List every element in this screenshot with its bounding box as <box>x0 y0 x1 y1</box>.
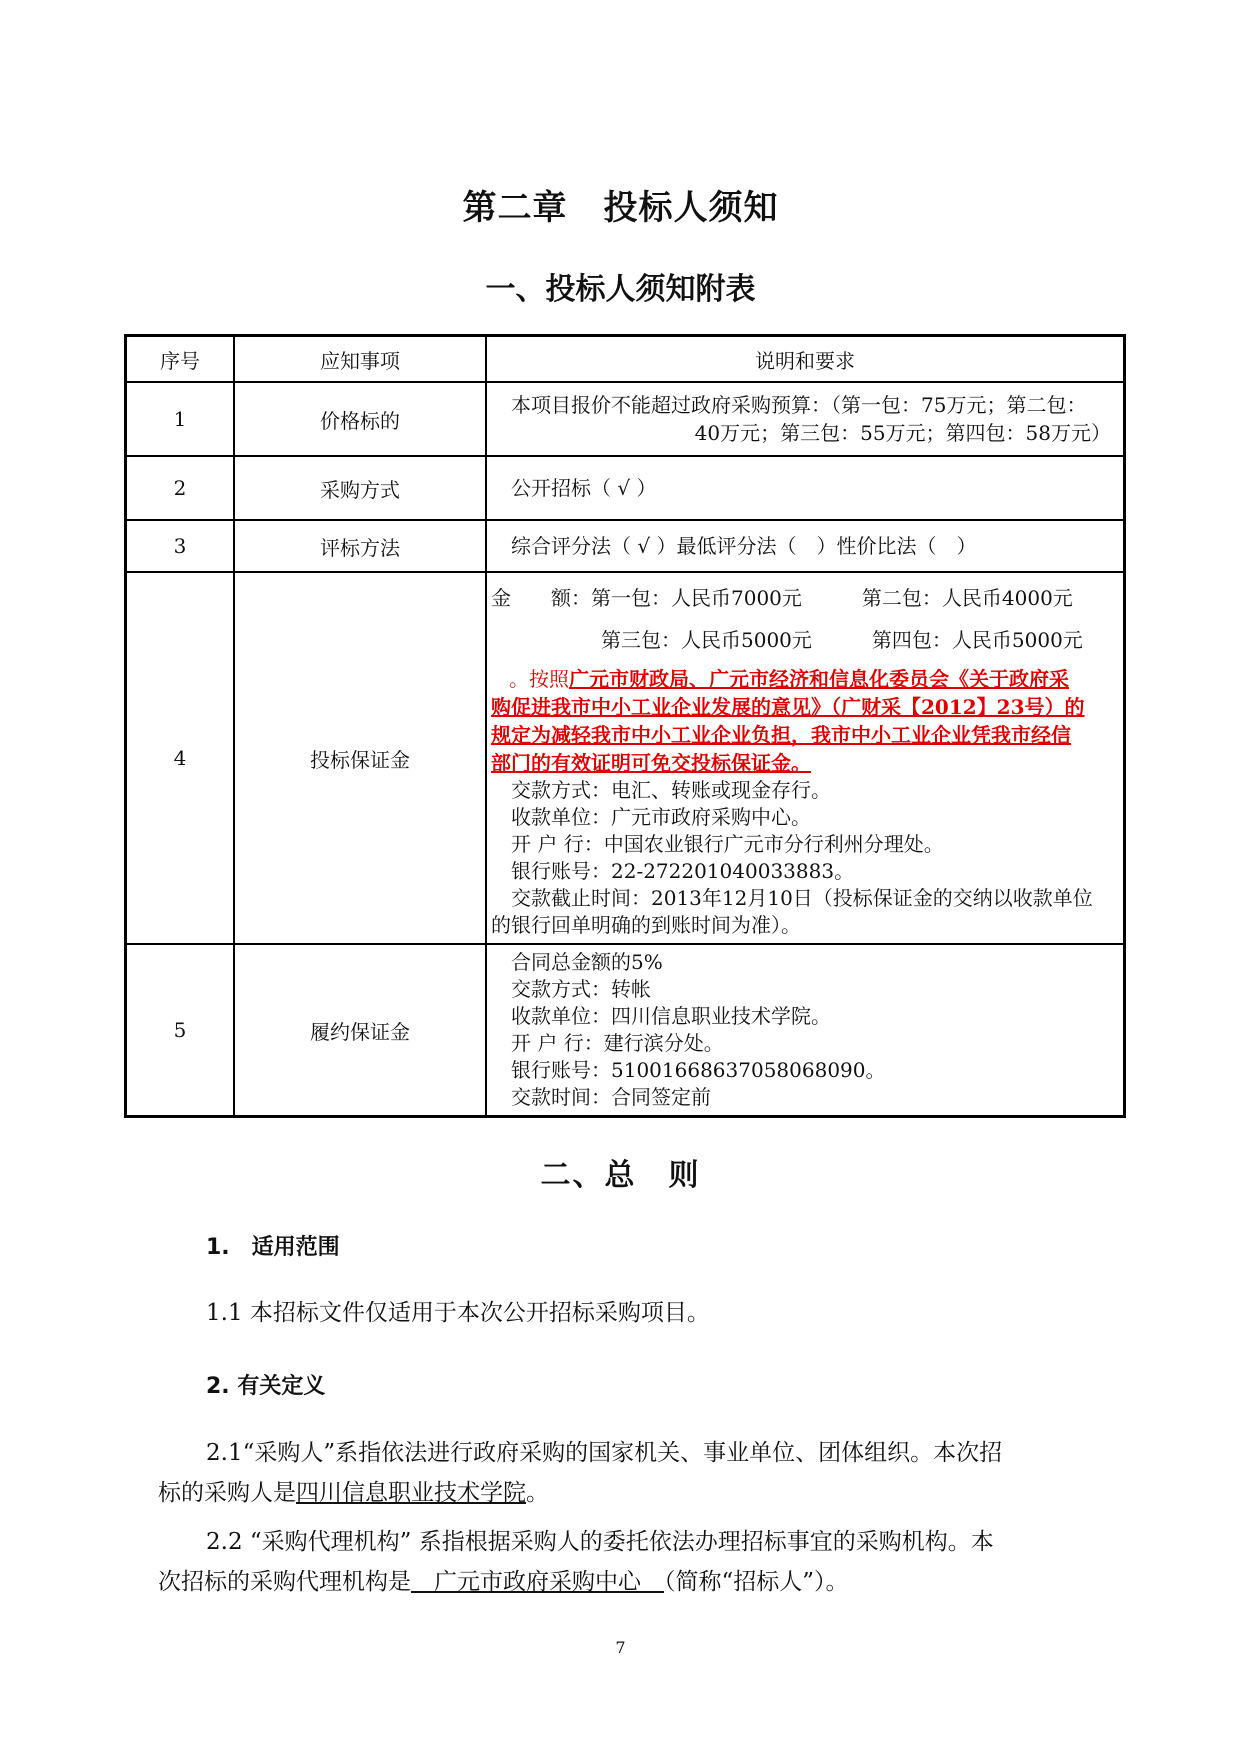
text: 标的采购人是 <box>158 1480 296 1506</box>
sme-exemption-notice <box>487 661 1123 777</box>
paragraph-2-2-cont <box>158 1562 849 1602</box>
desc-line: 公开招标（ √ ） <box>511 476 657 500</box>
desc-line: 开 户 行：中国农业银行广元市分行利州分理处。 <box>511 832 944 856</box>
row-desc <box>486 520 1125 572</box>
row-item: 投标保证金 <box>234 572 486 944</box>
row-no: 3 <box>126 520 235 572</box>
deposit-details <box>487 777 1123 939</box>
desc-line: 银行账号：22-272201040033883。 <box>511 859 855 883</box>
heading-scope: 1. 适用范围 <box>206 1235 340 1260</box>
paragraph-2-1-cont <box>158 1473 549 1513</box>
desc-line: 收款单位：广元市政府采购中心。 <box>511 805 811 829</box>
table-row <box>126 382 1125 456</box>
purchaser-name: 四川信息职业技术学院 <box>296 1480 526 1506</box>
desc-line: 40万元；第三包：55万元；第四包：58万元） <box>694 421 1111 445</box>
row-no: 2 <box>126 456 235 520</box>
paragraph-1-1: 1.1 本招标文件仅适用于本次公开招标采购项目。 <box>206 1300 710 1326</box>
desc-line: 银行账号：51001668637058068090。 <box>511 1058 886 1082</box>
performance-bond-details <box>487 949 1123 1111</box>
row-item: 评标方法 <box>234 520 486 572</box>
table-row <box>126 520 1125 572</box>
desc-line: 本项目报价不能超过政府采购预算：（第一包：75万元；第二包： <box>511 393 1087 417</box>
section-title-general: 二、总 则 <box>540 1158 701 1193</box>
notice-text: 购促进我市中小工业企业发展的意见》（广财采【2012】23号）的 <box>491 695 1085 719</box>
paragraph-2-2: 2.2 “采购代理机构” 系指根据采购人的委托依法办理招标事宜的采购机构。本 <box>206 1529 994 1555</box>
bidder-instructions-table <box>124 334 1126 1118</box>
amount-line: 第三包：人民币5000元 第四包：人民币5000元 <box>601 628 1083 652</box>
chapter-number: 第二章 <box>462 188 568 228</box>
text: 。 <box>526 1480 549 1506</box>
row-desc <box>486 944 1125 1117</box>
row-desc <box>486 572 1125 944</box>
row-desc <box>486 456 1125 520</box>
header-item: 应知事项 <box>234 336 486 383</box>
desc-line: 开 户 行：建行滨分处。 <box>511 1031 724 1055</box>
header-no: 序号 <box>126 336 235 383</box>
row-item: 价格标的 <box>234 382 486 456</box>
desc-line: 合同总金额的5% <box>511 950 663 974</box>
agency-name: 广元市政府采购中心 <box>411 1569 664 1595</box>
row-no: 1 <box>126 382 235 456</box>
page-number: 7 <box>615 1638 626 1657</box>
heading-definitions: 2. 有关定义 <box>206 1374 326 1399</box>
text: 次招标的采购代理机构是 <box>158 1569 411 1595</box>
table-row <box>126 456 1125 520</box>
notice-text: 部门的有效证明可免交投标保证金。 <box>491 751 811 775</box>
desc-line: 交款时间：合同签定前 <box>511 1085 711 1109</box>
deposit-amount <box>487 577 1123 661</box>
table-header-row <box>126 336 1125 383</box>
row-no: 5 <box>126 944 235 1117</box>
desc-line: 的银行回单明确的到账时间为准）。 <box>491 913 801 937</box>
chapter-title <box>0 180 1241 229</box>
row-item: 履约保证金 <box>234 944 486 1117</box>
table-row <box>126 572 1125 944</box>
desc-line: 收款单位：四川信息职业技术学院。 <box>511 1004 831 1028</box>
desc-line: 交款截止时间：2013年12月10日（投标保证金的交纳以收款单位 <box>511 886 1093 910</box>
chapter-name: 投标人须知 <box>603 188 779 228</box>
desc-line: 交款方式：电汇、转账或现金存行。 <box>511 778 831 802</box>
amount-line: 金 额：第一包：人民币7000元 第二包：人民币4000元 <box>491 586 1073 610</box>
row-no: 4 <box>126 572 235 944</box>
desc-line: 综合评分法（ √ ）最低评分法（ ）性价比法（ ） <box>511 534 977 558</box>
section-title-appendix: 一、投标人须知附表 <box>485 272 756 307</box>
header-desc: 说明和要求 <box>486 336 1125 383</box>
notice-text: 规定为减轻我市中小工业企业负担，我市中小工业企业凭我市经信 <box>491 723 1071 747</box>
text: （简称“招标人”）。 <box>664 1569 849 1595</box>
paragraph-2-1: 2.1“采购人”系指依法进行政府采购的国家机关、事业单位、团体组织。本次招 <box>206 1440 1003 1466</box>
desc-line: 交款方式：转帐 <box>511 977 651 1001</box>
notice-text: 广元市财政局、广元市经济和信息化委员会《关于政府采 <box>569 667 1069 691</box>
row-item: 采购方式 <box>234 456 486 520</box>
row-desc <box>486 382 1125 456</box>
notice-lead: 。按照 <box>509 667 569 691</box>
table-row <box>126 944 1125 1117</box>
